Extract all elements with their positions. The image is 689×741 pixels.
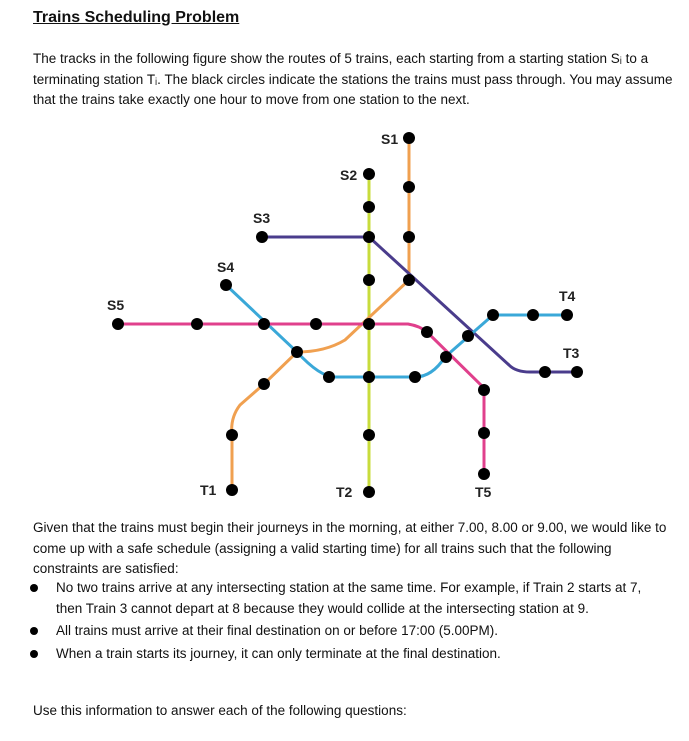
station-intersection: [363, 231, 375, 243]
label-t2: T2: [336, 484, 353, 500]
station: [409, 371, 421, 383]
label-s4: S4: [217, 259, 235, 275]
station-intersection: [291, 346, 303, 358]
bullet-icon: [30, 650, 38, 658]
list-item: [30, 578, 670, 619]
document-title: Trains Scheduling Problem: [33, 9, 240, 26]
station: [403, 231, 415, 243]
station-intersection: [363, 318, 375, 330]
station-s3: [256, 231, 268, 243]
station: [539, 366, 551, 378]
station: [363, 201, 375, 213]
list-item: [30, 644, 670, 665]
label-s5: S5: [107, 297, 125, 313]
station-t3: [571, 366, 583, 378]
station-s5: [112, 318, 124, 330]
station-intersection: [440, 351, 452, 363]
station-t5: [478, 468, 490, 480]
constraint-text: No two trains arrive at any intersecting station at the same time. For example, if Train 2 starts at 7, then Train 3 cannot depart at 8 because they would collide at the intersecting station at 9.: [56, 580, 642, 616]
bullet-icon: [30, 627, 38, 635]
station-s2: [363, 168, 375, 180]
station-t1: [226, 484, 238, 496]
station: [403, 181, 415, 193]
station-intersection: [462, 330, 474, 342]
train4-route: [226, 285, 567, 377]
station-s4: [220, 279, 232, 291]
station: [363, 274, 375, 286]
station: [310, 318, 322, 330]
intro-paragraph: The tracks in the following figure show the routes of 5 trains, each starting from a starting station Sᵢ to a terminating station Tᵢ. The black circles indicate the stations the trains must pass through. You may assume that the trains take exactly one hour to move from one station to the next.: [33, 51, 673, 107]
station: [478, 427, 490, 439]
station-s1: [403, 132, 415, 144]
station: [363, 429, 375, 441]
station: [527, 309, 539, 321]
station: [487, 309, 499, 321]
label-t1: T1: [200, 482, 217, 498]
bullet-icon: [30, 584, 38, 592]
station-intersection: [258, 318, 270, 330]
station-intersection: [363, 371, 375, 383]
label-t3: T3: [563, 345, 580, 361]
station-t4: [561, 309, 573, 321]
label-s3: S3: [253, 210, 271, 226]
station: [323, 371, 335, 383]
station: [258, 378, 270, 390]
label-s2: S2: [340, 167, 358, 183]
footer-paragraph: Use this information to answer each of the following questions:: [33, 703, 407, 718]
station: [226, 429, 238, 441]
constraints-list: [30, 578, 670, 666]
list-item: [30, 621, 670, 642]
question-paragraph: Given that the trains must begin their journeys in the morning, at either 7.00, 8.00 or 9.00, we would like to come up with a safe schedule (assigning a valid starting time) for all trains such that the following constraints are satisfied:: [33, 520, 667, 576]
train5-route: [118, 324, 484, 474]
station: [421, 326, 433, 338]
station: [191, 318, 203, 330]
label-s1: S1: [381, 131, 399, 147]
constraint-text: When a train starts its journey, it can only terminate at the final destination.: [56, 645, 501, 661]
label-t5: T5: [475, 484, 492, 500]
station-t2: [363, 486, 375, 498]
constraint-text: All trains must arrive at their final destination on or before 17:00 (5.00PM).: [56, 623, 498, 638]
label-t4: T4: [559, 288, 576, 304]
station-intersection: [403, 274, 415, 286]
station: [478, 384, 490, 396]
